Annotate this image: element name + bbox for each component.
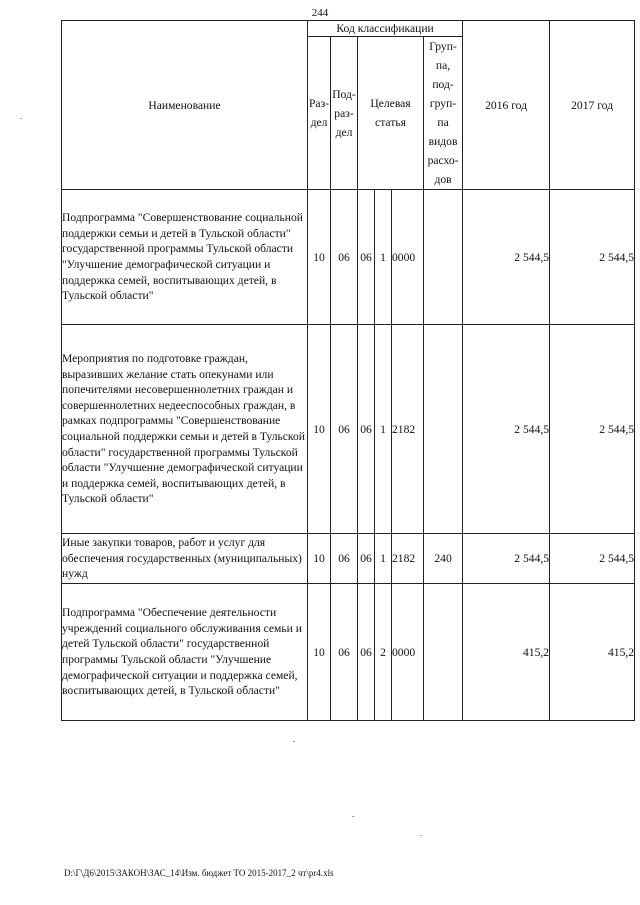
footer-file-path: D:\Г\Д6\2015\ЗАКОН\ЗАС_14\Изм. бюджет ТО 2015-2017_2 чт\pr4.xls [64, 868, 334, 878]
row-podrazdel: 06 [331, 190, 358, 325]
row-cs-direction: 2182 [392, 325, 424, 534]
row-cs-direction: 2182 [392, 534, 424, 584]
row-cs-direction: 0000 [392, 190, 424, 325]
row-cs-subprogram: 2 [375, 584, 392, 721]
row-podrazdel: 06 [331, 325, 358, 534]
row-razdel: 10 [308, 584, 331, 721]
header-code: Код классификации [308, 21, 463, 37]
row-cs-program: 06 [358, 584, 375, 721]
header-expense-group: Груп- па, под- груп- па видов расхо- дов [424, 37, 463, 190]
row-2016-amount: 415,2 [463, 584, 550, 721]
row-podrazdel: 06 [331, 534, 358, 584]
header-razdel: Раз- дел [308, 37, 331, 190]
header-name: Наименование [62, 21, 308, 190]
row-group [424, 584, 463, 721]
scan-speck [293, 741, 295, 742]
row-cs-direction: 0000 [392, 584, 424, 721]
header-target-article: Целевая статья [358, 37, 424, 190]
table-row [62, 534, 635, 584]
header-year-2017: 2017 год [550, 21, 635, 190]
row-name: Подпрограмма "Обеспечение деятельности учреждений социального обслуживания семьи и детей Тульской области" государственной программы Тульской области "Улучшение демографической ситуации и поддержка семей, воспитывающих детей, в Тульской области" [62, 584, 308, 721]
row-2017-amount: 2 544,5 [550, 534, 635, 584]
page-number: 244 [311, 7, 329, 19]
header-podrazdel: Под- раз- дел [331, 37, 358, 190]
row-name: Иные закупки товаров, работ и услуг для обеспечения государственных (муниципальных) нужд [62, 534, 308, 584]
row-name: Подпрограмма "Совершенствование социальной поддержки семьи и детей в Тульской области" государственной программы Тульской области "Улучшение демографической ситуации и поддержка семей, воспитывающих детей, в Тульской области" [62, 190, 308, 325]
row-group [424, 190, 463, 325]
row-2016-amount: 2 544,5 [463, 190, 550, 325]
row-cs-subprogram: 1 [375, 190, 392, 325]
scan-speck [20, 118, 22, 119]
row-razdel: 10 [308, 325, 331, 534]
scan-speck [352, 816, 354, 817]
row-razdel: 10 [308, 534, 331, 584]
header-row-1 [62, 21, 635, 37]
row-group [424, 325, 463, 534]
table-row [62, 325, 635, 534]
row-2016-amount: 2 544,5 [463, 534, 550, 584]
budget-table [61, 20, 635, 721]
row-2017-amount: 2 544,5 [550, 190, 635, 325]
row-2016-amount: 2 544,5 [463, 325, 550, 534]
row-cs-subprogram: 1 [375, 534, 392, 584]
row-group: 240 [424, 534, 463, 584]
scan-speck [420, 835, 422, 836]
row-podrazdel: 06 [331, 584, 358, 721]
row-cs-program: 06 [358, 325, 375, 534]
row-name: Мероприятия по подготовке граждан, выразивших желание стать опекунами или попечителями несовершеннолетних граждан и совершеннолетних недееспособных граждан, в рамках подпрограммы "Совершенствование социальной поддержки семьи и детей в Тульской области" государственной программы Тульской области "Улучшение демографической ситуации и поддержка семей, воспитывающих детей, в Тульской области" [62, 325, 308, 534]
row-razdel: 10 [308, 190, 331, 325]
table-row [62, 190, 635, 325]
row-cs-program: 06 [358, 190, 375, 325]
row-cs-subprogram: 1 [375, 325, 392, 534]
table-row [62, 584, 635, 721]
row-2017-amount: 2 544,5 [550, 325, 635, 534]
row-cs-program: 06 [358, 534, 375, 584]
header-year-2016: 2016 год [463, 21, 550, 190]
row-2017-amount: 415,2 [550, 584, 635, 721]
